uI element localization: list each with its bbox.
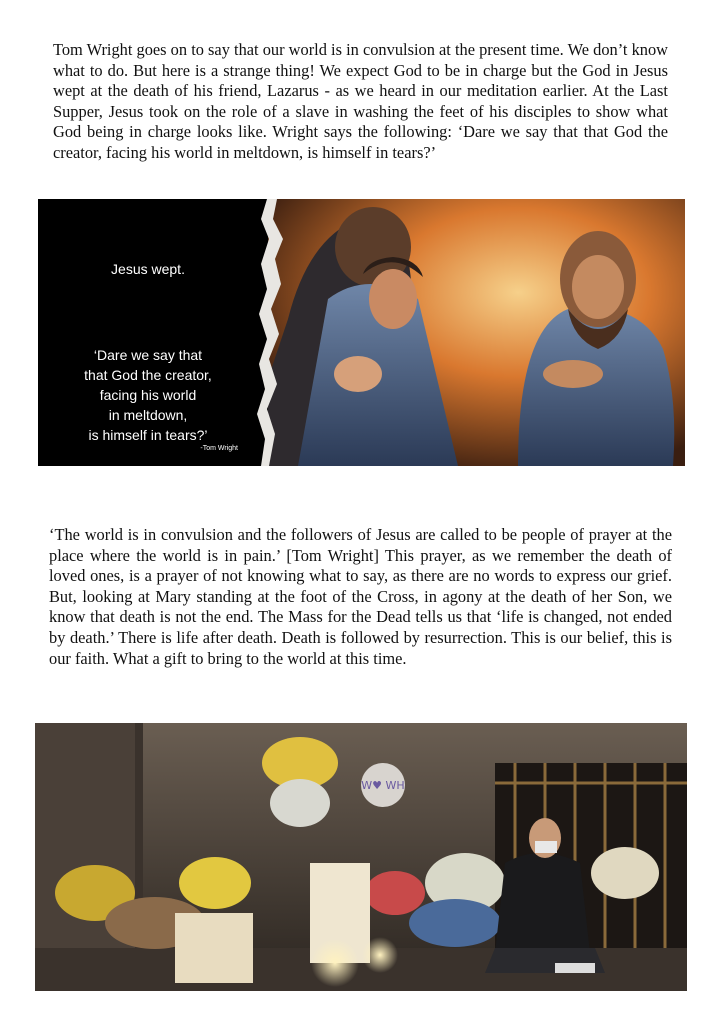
quote-line: is himself in tears?’ bbox=[88, 427, 208, 443]
banner-quote bbox=[58, 345, 238, 445]
memorial-photo bbox=[35, 723, 687, 991]
jesus-wept-banner bbox=[38, 199, 685, 466]
paragraph-intro: Tom Wright goes on to say that our world is in convulsion at the present time. We don’t know what to do. But here is a strange thing! We expect God to be in charge but the God in Jesus wept at the death of his friend, Lazarus - as we heard in our meditation earlier. At the Last Supper, Jesus took on the role of a slave in washing the feet of his disciples to show what God being in charge looks like. Wright says the following: ‘Dare we say that that God the creator, facing his world in meltdown, is himself in tears?’ bbox=[53, 40, 668, 162]
sign-text: W♥ WH bbox=[361, 779, 405, 792]
banner-headline: Jesus wept. bbox=[111, 261, 185, 277]
quote-line: that God the creator, bbox=[84, 367, 212, 383]
quote-attribution: -Tom Wright bbox=[200, 445, 238, 452]
paragraph-prayer: ‘The world is in convulsion and the followers of Jesus are called to be people of prayer at the place where the world is in pain.’ [Tom Wright] This prayer, as we remember the death of loved ones, is a prayer of not knowing what to say, as there are no words to express our grief. But, looking at Mary standing at the foot of the Cross, in agony at the death of her Son, we know that death is not the end. The Mass for the Dead tells us that ‘life is changed, not ended by death.’ There is life after death. Death is followed by resurrection. This is our belief, this is our faith. What a gift to bring to the world at this time. bbox=[49, 525, 672, 668]
torn-paper-edge bbox=[253, 199, 293, 466]
quote-line: facing his world bbox=[99, 387, 197, 403]
quote-line: in meltdown, bbox=[108, 407, 188, 423]
quote-line: ‘Dare we say that bbox=[93, 347, 203, 363]
embrace-painting bbox=[268, 199, 685, 466]
